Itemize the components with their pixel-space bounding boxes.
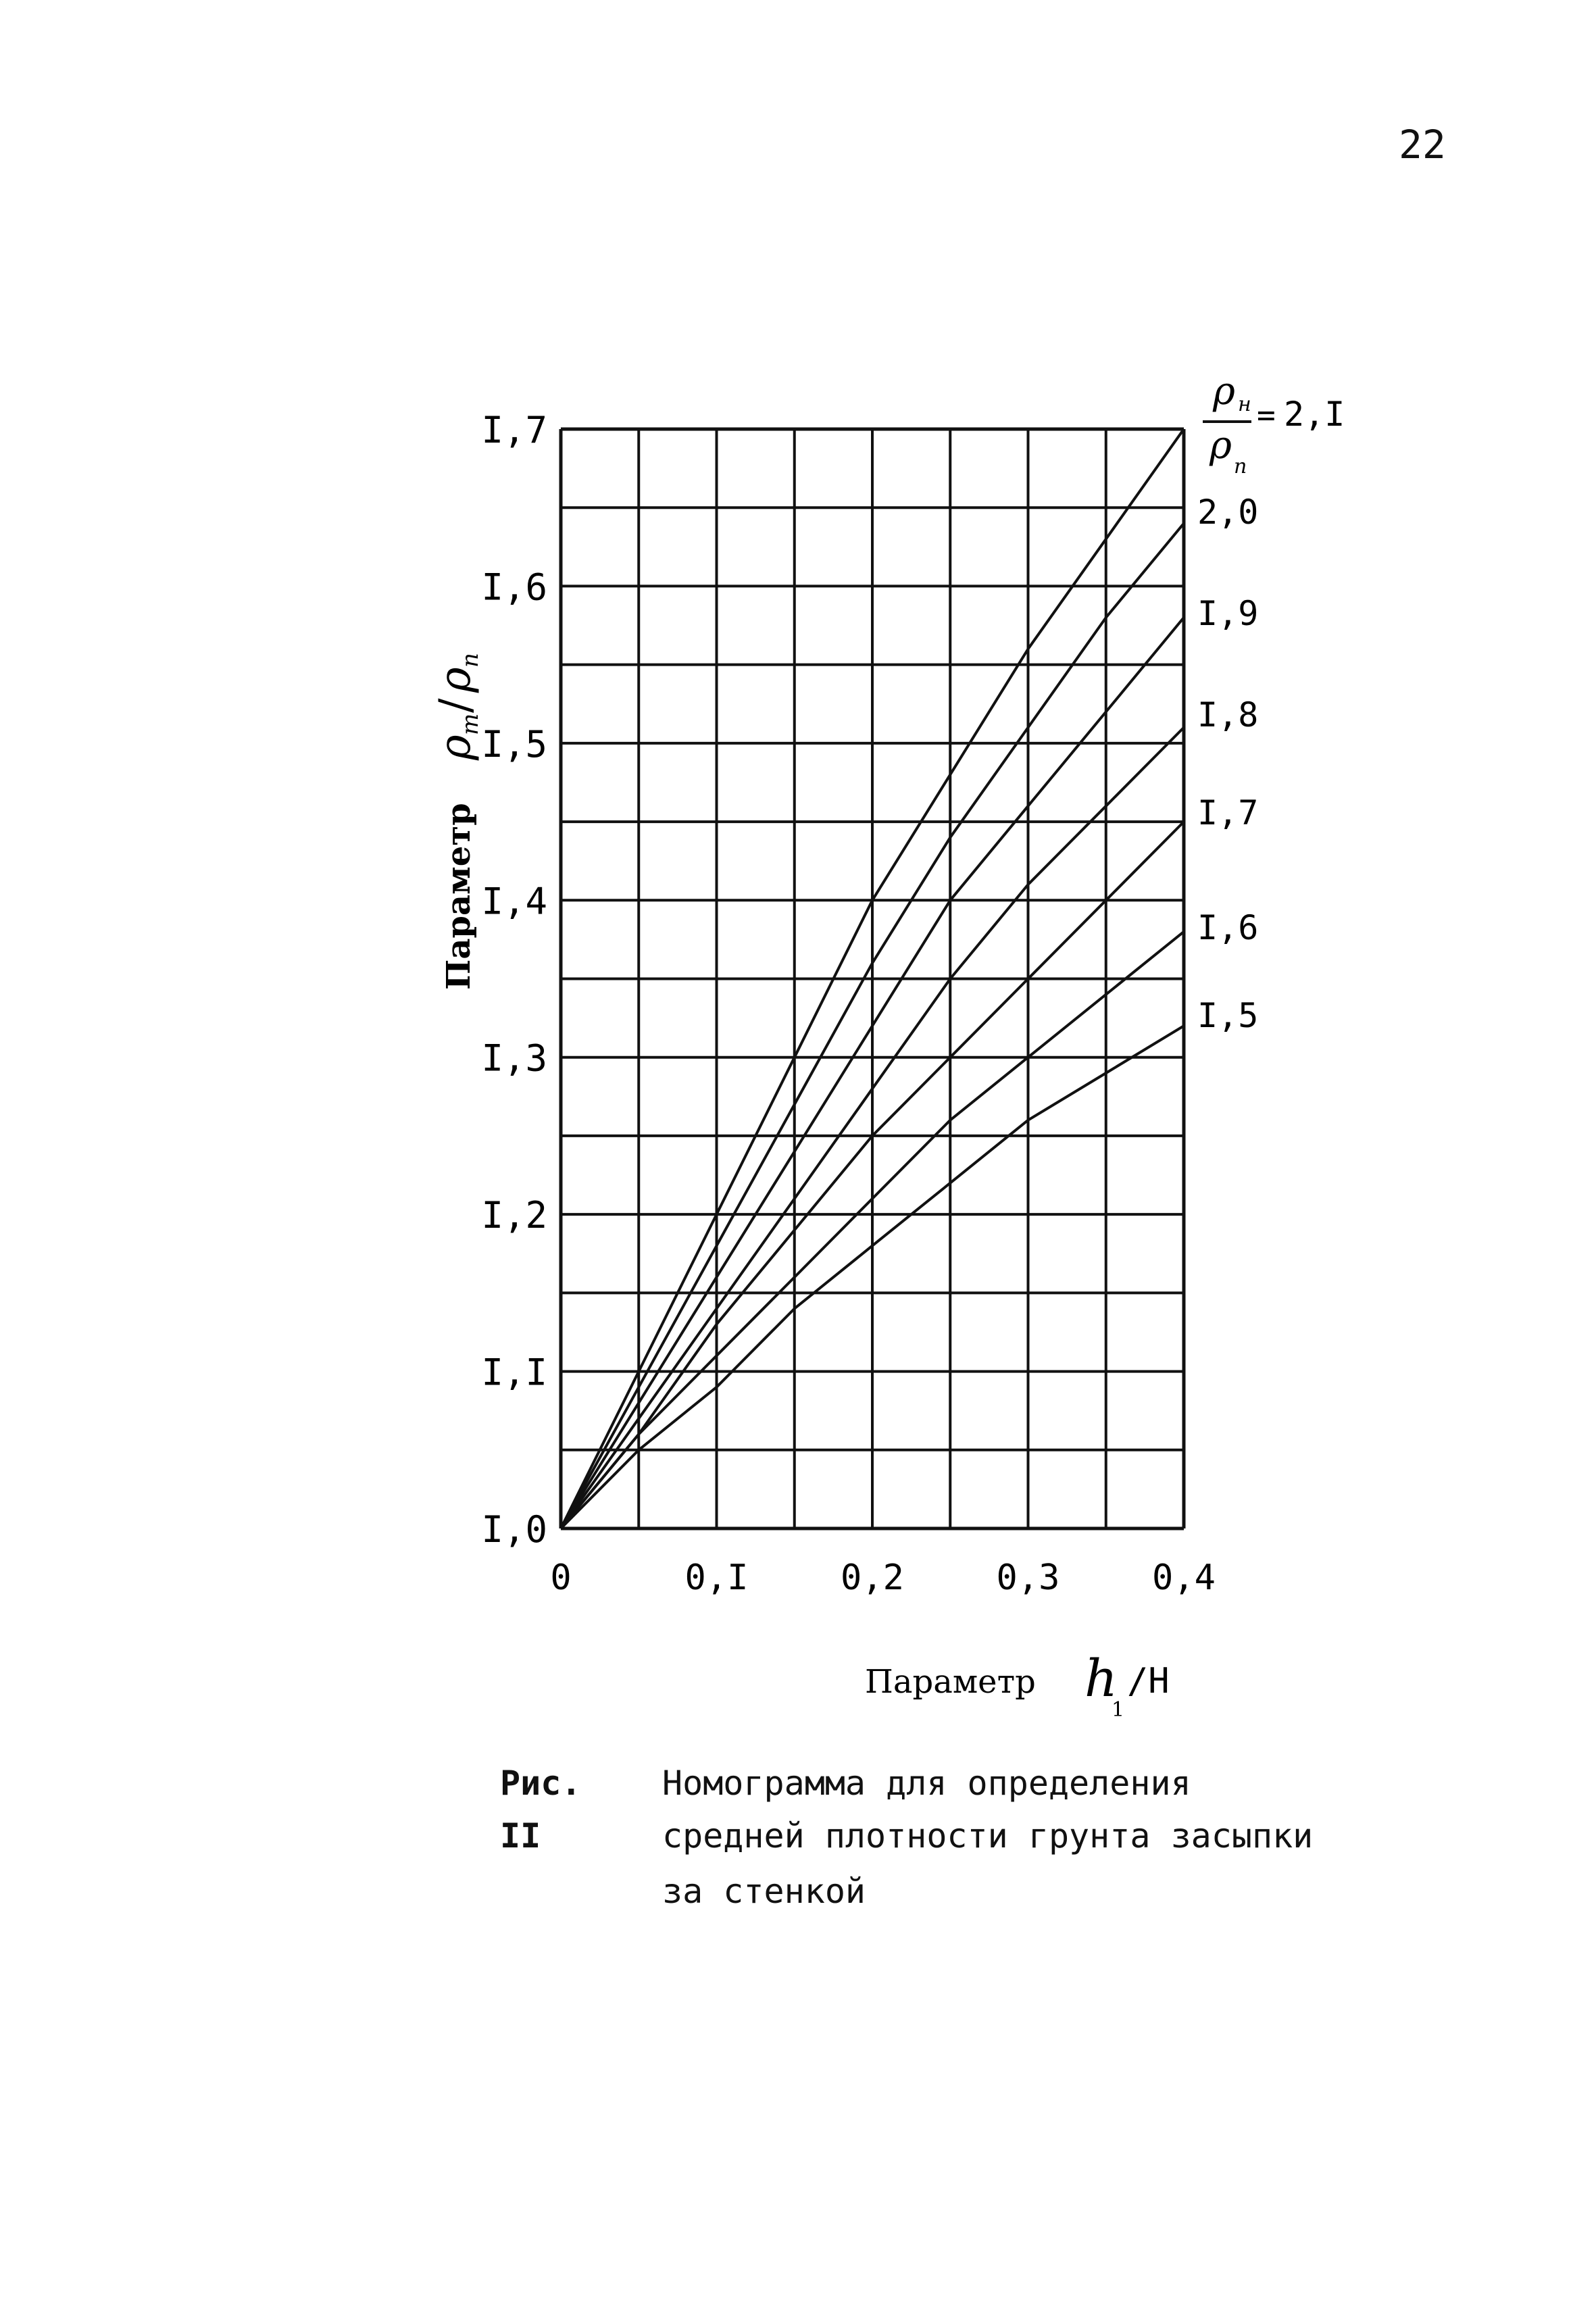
x-axis-label-variable: h bbox=[1084, 1648, 1118, 1708]
y-axis-label-slash: / bbox=[430, 698, 480, 713]
y-axis-label bbox=[430, 653, 484, 990]
series-label: I,5 bbox=[1197, 996, 1259, 1035]
legend-header-numerator: ρ bbox=[1213, 370, 1235, 414]
legend-header-numerator-sub: н bbox=[1238, 393, 1251, 416]
caption-line-2: средней плотности грунта засыпки bbox=[662, 1816, 1314, 1856]
y-axis-label-denominator: ρ bbox=[430, 667, 480, 693]
x-tick-label: 0,4 bbox=[1152, 1558, 1216, 1598]
page-number: 22 bbox=[1399, 122, 1446, 168]
x-tick-label: 0,3 bbox=[996, 1558, 1060, 1598]
series-label: I,9 bbox=[1197, 594, 1259, 633]
y-axis-label-numerator: ρ bbox=[430, 735, 480, 760]
series-label: I,6 bbox=[1197, 908, 1259, 947]
y-tick-label: I,5 bbox=[481, 722, 547, 766]
y-tick-label: I,7 bbox=[481, 409, 547, 451]
y-tick-label: I,4 bbox=[481, 880, 547, 923]
y-axis-label-prefix: Параметр bbox=[440, 803, 478, 990]
y-axis-ticks bbox=[481, 409, 547, 1551]
series-label: 2,I bbox=[1284, 395, 1345, 434]
x-axis-ticks bbox=[550, 1558, 1216, 1598]
legend-header bbox=[1203, 370, 1276, 478]
y-tick-label: I,6 bbox=[481, 566, 547, 609]
series-label: 2,0 bbox=[1197, 493, 1259, 532]
x-axis-label-prefix: Параметр bbox=[865, 1663, 1036, 1701]
legend-header-denominator: ρ bbox=[1210, 424, 1232, 468]
x-tick-label: 0,I bbox=[684, 1558, 749, 1598]
y-axis-label-denominator-sub: n bbox=[457, 653, 484, 668]
y-tick-label: I,3 bbox=[481, 1037, 547, 1080]
y-axis-label-numerator-sub: m bbox=[457, 713, 484, 735]
y-tick-label: I,2 bbox=[481, 1194, 547, 1237]
x-tick-label: 0,2 bbox=[841, 1558, 904, 1598]
x-axis-label-suffix: /H bbox=[1127, 1661, 1170, 1701]
series-label: I,7 bbox=[1197, 793, 1259, 832]
chart-grid bbox=[561, 429, 1184, 1528]
caption-line-3: за стенкой bbox=[662, 1872, 866, 1911]
x-axis-label-variable-sub: 1 bbox=[1112, 1698, 1125, 1722]
series-labels bbox=[1197, 395, 1345, 1035]
caption-line-1: Номограмма для определения bbox=[662, 1764, 1191, 1803]
figure-label: Рис. II bbox=[500, 1764, 582, 1856]
x-axis-label bbox=[865, 1648, 1170, 1722]
y-tick-label: I,0 bbox=[481, 1508, 547, 1551]
y-tick-label: I,I bbox=[481, 1351, 547, 1394]
x-tick-label: 0 bbox=[550, 1558, 572, 1598]
series-label: I,8 bbox=[1197, 695, 1259, 735]
legend-header-denominator-sub: п bbox=[1234, 455, 1247, 478]
legend-header-equals: = bbox=[1257, 397, 1276, 433]
